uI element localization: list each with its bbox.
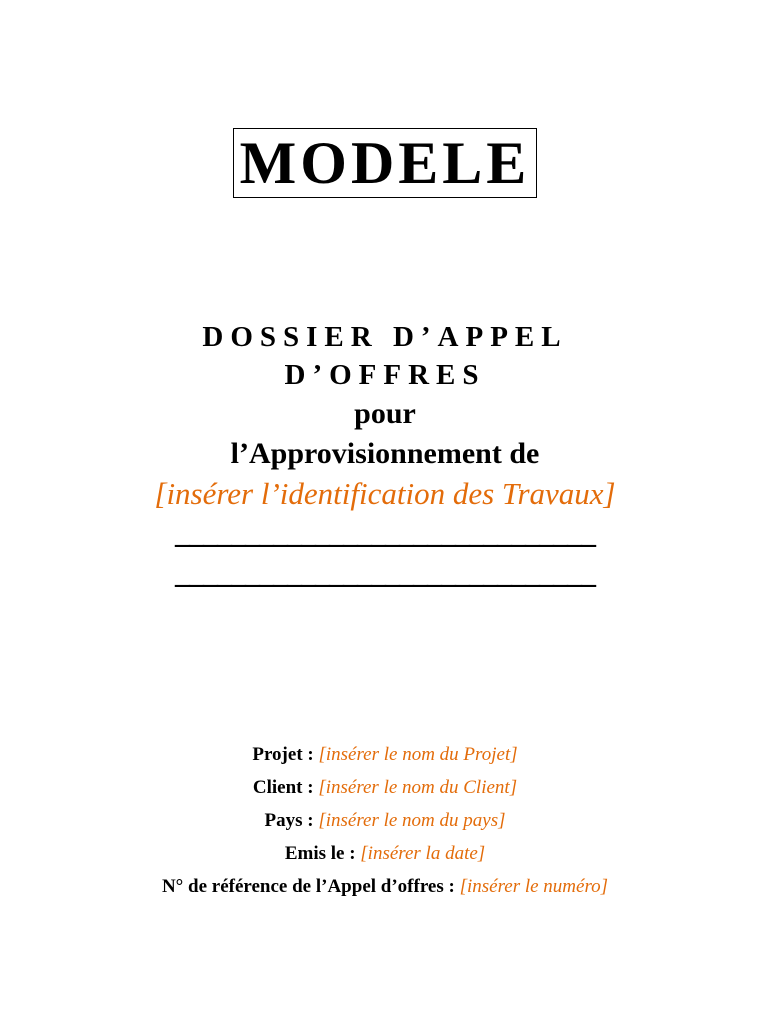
- info-row-date: [0, 837, 770, 870]
- title-line-4: l’Approvisionnement de: [230, 437, 540, 470]
- blank-line-1: ______________________________: [175, 517, 595, 550]
- info-row-reference: [0, 870, 770, 903]
- project-value: [insérer le nom du Projet]: [318, 744, 518, 765]
- modele-stamp: MODELE: [233, 128, 538, 198]
- client-value: [insérer le nom du Client]: [318, 777, 518, 798]
- project-label: Projet :: [252, 744, 319, 765]
- project-info: [0, 738, 770, 903]
- date-value: [insérer la date]: [360, 843, 486, 864]
- title-line-1: DOSSIER D’APPEL: [202, 321, 568, 353]
- title-line-2: D’OFFRES: [284, 359, 486, 391]
- works-placeholder: [insérer l’identification des Travaux]: [154, 476, 616, 511]
- reference-value: [insérer le numéro]: [459, 876, 609, 897]
- country-label: Pays :: [264, 810, 319, 831]
- client-label: Client :: [252, 777, 319, 798]
- date-label: Emis le :: [284, 843, 361, 864]
- document-title: [0, 318, 770, 594]
- title-line-3: pour: [354, 397, 416, 430]
- info-row-project: [0, 738, 770, 771]
- stamp-container: [0, 128, 770, 198]
- info-row-country: [0, 804, 770, 837]
- reference-label: N° de référence de l’Appel d’offres :: [161, 876, 460, 897]
- country-value: [insérer le nom du pays]: [318, 810, 506, 831]
- blank-line-2: ______________________________: [175, 557, 595, 590]
- info-row-client: [0, 771, 770, 804]
